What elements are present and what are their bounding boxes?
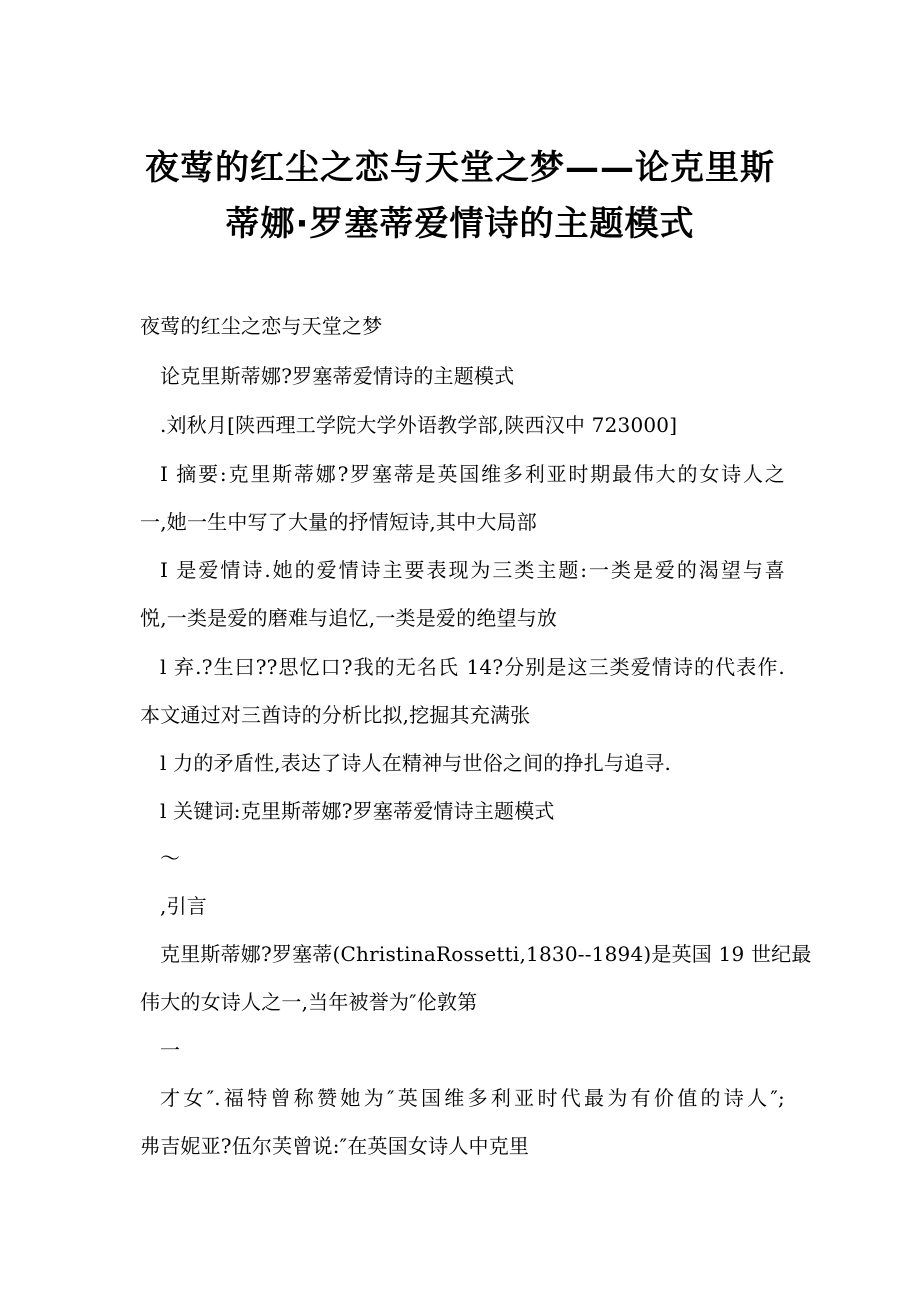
- abstract-line: I 摘要:克里斯蒂娜?罗塞蒂是英国维多利亚时期最伟大的女诗人之: [160, 462, 785, 486]
- article-subtitle-line: 论克里斯蒂娜?罗塞蒂爱情诗的主题模式: [160, 364, 515, 388]
- section-heading-introduction: ,引言: [160, 894, 207, 918]
- article-title-line: 夜莺的红尘之恋与天堂之梦: [140, 314, 383, 338]
- body-text-line: 一: [160, 1038, 181, 1062]
- body-text-line: 弗吉妮亚?伍尔芙曾说:″在英国女诗人中克里: [140, 1134, 530, 1158]
- abstract-line: I 是爱情诗.她的爱情诗主要表现为三类主题:一类是爱的渴望与喜: [160, 558, 785, 582]
- abstract-line: 一,她一生中写了大量的抒情短诗,其中大局部: [140, 510, 537, 534]
- document-title-line-1: 夜莺的红尘之恋与天堂之梦——论克里斯: [145, 148, 775, 188]
- keywords-line: l 关键词:克里斯蒂娜?罗塞蒂爱情诗主题模式: [160, 799, 555, 823]
- abstract-line: 悦,一类是爱的磨难与追忆,一类是爱的绝望与放: [140, 606, 558, 630]
- body-text-line: 才女″.福特曾称赞她为″英国维多利亚时代最为有价值的诗人″;: [160, 1086, 785, 1110]
- abstract-line: l 力的矛盾性,表达了诗人在精神与世俗之间的挣扎与追寻.: [160, 751, 672, 775]
- body-text-line: 伟大的女诗人之一,当年被誉为″伦敦第: [140, 990, 478, 1014]
- separator-mark: ～: [160, 846, 181, 870]
- abstract-line: l 弃.?生曰??思忆口?我的无名氏 14?分别是这三类爱情诗的代表作.: [160, 655, 785, 679]
- document-title-line-2: 蒂娜·罗塞蒂爱情诗的主题模式: [225, 204, 695, 244]
- abstract-line: 本文通过对三酋诗的分析比拟,挖掘其充满张: [140, 703, 531, 727]
- body-text-line: 克里斯蒂娜?罗塞蒂(ChristinaRossetti,1830--1894)是英国 19 世纪最: [160, 942, 812, 966]
- author-affiliation-line: .刘秋月[陕西理工学院大学外语教学部,陕西汉中 723000]: [160, 413, 678, 437]
